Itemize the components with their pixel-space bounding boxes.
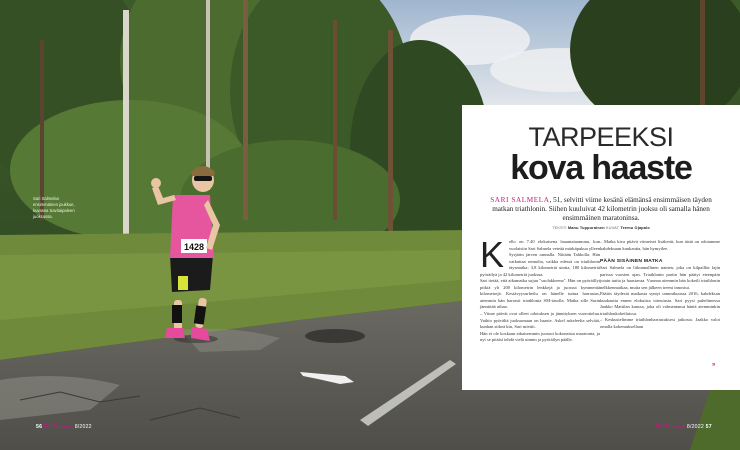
body-paragraph: Sari tietää, että aikamatka sujuu "suolakkeena". Hän on pyöräillyt pitkiä yli 200 kilometrin lenkkejä ja juossut kymmeniä kilometrejä. Kestävyysurheilu on hänelle tuttua harrastus, aiemmin hän harrasti triathlonia SM-tasolla. Matka sille Sarin jännittää uihaa.	[480, 278, 600, 310]
issue-right: 8/2022	[686, 424, 704, 430]
photo-caption: Sari Salmelan ensimmäinen joukkue, kuvassa Savitaipaleen juoksussa.	[33, 196, 75, 219]
title-line-2: kova haaste	[510, 149, 692, 187]
credits-text-name: Manu Tuppurainen	[567, 226, 605, 230]
article-panel	[462, 105, 740, 390]
section-subhead: PÄÄN SISÄINEN MATKA	[600, 259, 663, 265]
body-paragraph: – Viime päivät ovat olleet odotuksen ja jännityksen vuorottelua. Vaihto pyörältä juoksumaan on haaste. Askel askeleelta selviää, kunhan sitkeä kin, Sari miettii.	[480, 311, 600, 330]
body-paragraph: Hän ei ole koskaan aikaisemmin juossut kokonaista maratonia, ja nyt se pitäisi tehdä vielä uinnin ja pyöräilyn päälle.	[480, 330, 600, 343]
drop-cap: K	[480, 234, 505, 275]
lead-name: SARI SALMELA	[490, 196, 550, 204]
credits-photo-name: Teemu Ojapalo	[620, 226, 650, 230]
body-column-2	[600, 239, 720, 331]
body-paragraph: Sari Salmela on liikunnallinen nainen, joka on kilpaillut lajin parissa vuosien ajan. Triathlonin pariin hän päätyi eteenpäin jotain uutta ja haastavaa. Vuonna aiemmin hän kokeili triathlonin nelkkenmatkaa, mutta sen jälkeen treeni innostui.	[600, 265, 720, 290]
body-paragraph: – Matka kiva pitävä viimeiset lisäkerät, kun tästä on odotamme kahdeksaan kuukautta, hän hymyilee.	[600, 239, 720, 251]
page-number-left: 56	[36, 424, 43, 430]
body-paragraph: ello on 7.40 elokuisena lauantaiaamuna, kun vuolaisiin Sari Salmela veteää märkäpukua ylleen Syrjärin järven rannalla. Niitään Tahkolla. Hän vaikuttaa rennolta, vaikka edessä on triathlonin täysmatka: 3,8 kilometriä uintia, 180 kilometriä pyöräilyä ja 42 kilometriä juoksua.	[480, 239, 600, 277]
lead-text: , 51, selvitti viime kesänä elämänsä ensimmäisen täyden matkan triathlonin. Siihen kuuluivat 42 kilometrin juoksu oli samalla hänen ensimmäinen maratoninsa.	[492, 196, 712, 223]
title-line-1: TARPEEKSI	[528, 122, 674, 152]
credits-text-label: TEKSTI	[552, 226, 567, 230]
folio-right	[656, 424, 712, 430]
body-paragraph: – Keskustelimme triathlonharrastuksesi jatkosta. Jaakko valoi omalla kokemuksellaan	[600, 317, 720, 330]
body-column-1	[480, 234, 600, 344]
page-number-right: 57	[705, 424, 712, 430]
svg-text:1428: 1428	[183, 242, 205, 252]
credits	[462, 226, 740, 230]
magazine-name-right: Fit Terveys	[656, 424, 686, 430]
credits-photo-label: KUVAT	[606, 226, 620, 230]
magazine-name-left: Fit Terveys	[43, 424, 74, 430]
issue-left: 8/2022	[74, 424, 92, 430]
folio-left	[36, 424, 92, 430]
lead-paragraph	[480, 196, 722, 224]
continue-arrow-icon: »	[712, 362, 716, 368]
body-paragraph: Päätös täydestä matkasta syntyi tammikuussa 2016, kahdeksan kuukautta ennen elokuista toteutusta. Sari pyysi puhelimessa Jaakko Mattilan kanssa, joka oli valmentanut häntä aiemminkin triathlonkokeiluissa.	[600, 291, 720, 316]
